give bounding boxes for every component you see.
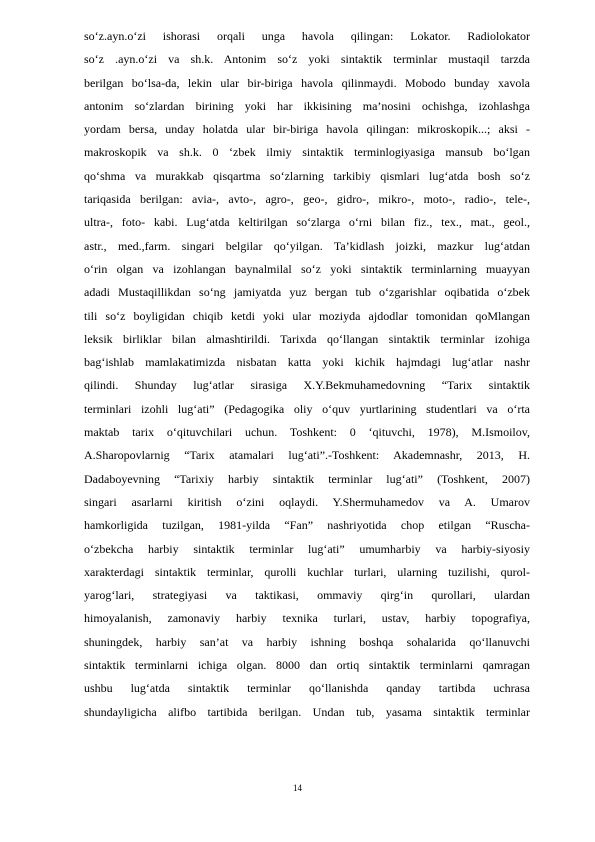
text-line: leksik birliklar bilan almashtirildi. Tarixda qo‘llangan sintaktik terminlar izohiga — [84, 331, 530, 346]
text-line: yarog‘lari, strategiyasi va taktikasi, ommaviy qirg‘in qurollari, ulardan — [84, 588, 530, 603]
text-line: bag‘ishlab mamlakatimizda nisbatan katta yoki kichik hajmdagi lug‘atlar nashr — [84, 355, 530, 370]
text-line: makroskopik va sh.k. 0 ‘zbek ilmiy sintaktik terminlogiyasiga mansub bo‘lgan — [84, 145, 530, 160]
text-line: tariqasida berilgan: avia-, avto-, agro-, geo-, gidro-, mikro-, moto-, radio-, tele-, — [84, 192, 530, 207]
text-line: maktab tarix o‘qituvchilari uchun. Toshkent: 0 ‘qituvchi, 1978), M.Ismoilov, — [84, 425, 530, 440]
text-line: o‘zbekcha harbiy sintaktik terminlar lug‘ati” umumharbiy va harbiy-siyosiy — [84, 541, 530, 556]
text-line: xarakterdagi sintaktik terminlar, qurolli kuchlar turlari, ularning tuzilishi, qurol- — [84, 564, 530, 579]
text-line: tili so‘z boyligidan chiqib ketdi yoki ular moziyda ajdodlar tomonidan qoMlangan — [84, 308, 530, 323]
text-line: hamkorligida tuzilgan, 1981-yilda “Fan” nashriyotida chop etilgan “Ruscha- — [84, 518, 530, 533]
text-line: yordam bersa, unday holatda ular bir-biriga havola qilingan: mikroskopik...; aksi - — [84, 122, 530, 137]
text-line: o‘rin olgan va izohlangan baynalmilal so‘z yoki sintaktik terminlarning muayyan — [84, 261, 530, 276]
text-line: himoyalanish, zamonaviy harbiy texnika turlari, ustav, harbiy topografiya, — [84, 611, 530, 626]
text-line: berilgan bo‘lsa-da, lekin ular bir-biriga havola qilinmaydi. Mobodo bunday xavola — [84, 75, 530, 90]
text-line: sintaktik terminlarni ichiga olgan. 8000 dan ortiq sintaktik terminlarni qamragan — [84, 658, 530, 673]
text-line: shundayligicha alifbo tartibida berilgan. Undan tub, yasama sintaktik terminlar — [84, 704, 530, 719]
text-line: qilindi. Shunday lug‘atlar sirasiga X.Y.Bekmuhamedovning “Tarix sintaktik — [84, 378, 530, 393]
text-line: Dadaboyevning “Tarixiy harbiy sintaktik terminlar lug‘ati” (Toshkent, 2007) — [84, 471, 530, 486]
text-line: astr., med.,farm. singari belgilar qo‘yilgan. Ta’kidlash joizki, mazkur lug‘atdan — [84, 238, 530, 253]
text-line: terminlari izohli lug‘ati” (Pedagogika oliy o‘quv yurtlarining studentlari va o‘rta — [84, 401, 530, 416]
text-line: A.Sharopovlarnig “Tarix atamalari lug‘ati”.-Toshkent: Akademnashr, 2013, H. — [84, 448, 530, 463]
text-line: so‘z .ayn.o‘zi va sh.k. Antonim so‘z yoki sintaktik terminlar mustaqil tarzda — [84, 52, 530, 67]
text-line: so‘z.ayn.o‘zi ishorasi orqali unga havola qilingan: Lokator. Radiolokator — [84, 29, 530, 43]
page-number: 14 — [293, 783, 302, 793]
text-line: antonim so‘zlardan birining yoki har ikkisining ma’nosini ochishga, izohlashga — [84, 98, 530, 113]
text-line: ushbu lug‘atda sintaktik terminlar qo‘llanishda qanday tartibda uchrasa — [84, 681, 530, 696]
text-line: qo‘shma va murakkab qisqartma so‘zlarning tarkibiy qismlari lug‘atda bosh so‘z — [84, 168, 530, 183]
text-line: singari asarlarni kiritish o‘zini oqlaydi. Y.Shermuhamedov va A. Umarov — [84, 494, 530, 509]
text-line: adadi Mustaqillikdan so‘ng jamiyatda yuz bergan tub o‘zgarishlar oqibatida o‘zbek — [84, 285, 530, 300]
text-line: shuningdek, harbiy san’at va harbiy ishning boshqa sohalarida qo‘llanuvchi — [84, 634, 530, 649]
text-line: ultra-, foto- kabi. Lug‘atda keltirilgan so‘zlarga o‘rni bilan fiz., tex., mat., geol., — [84, 215, 530, 230]
body-text — [84, 25, 530, 724]
